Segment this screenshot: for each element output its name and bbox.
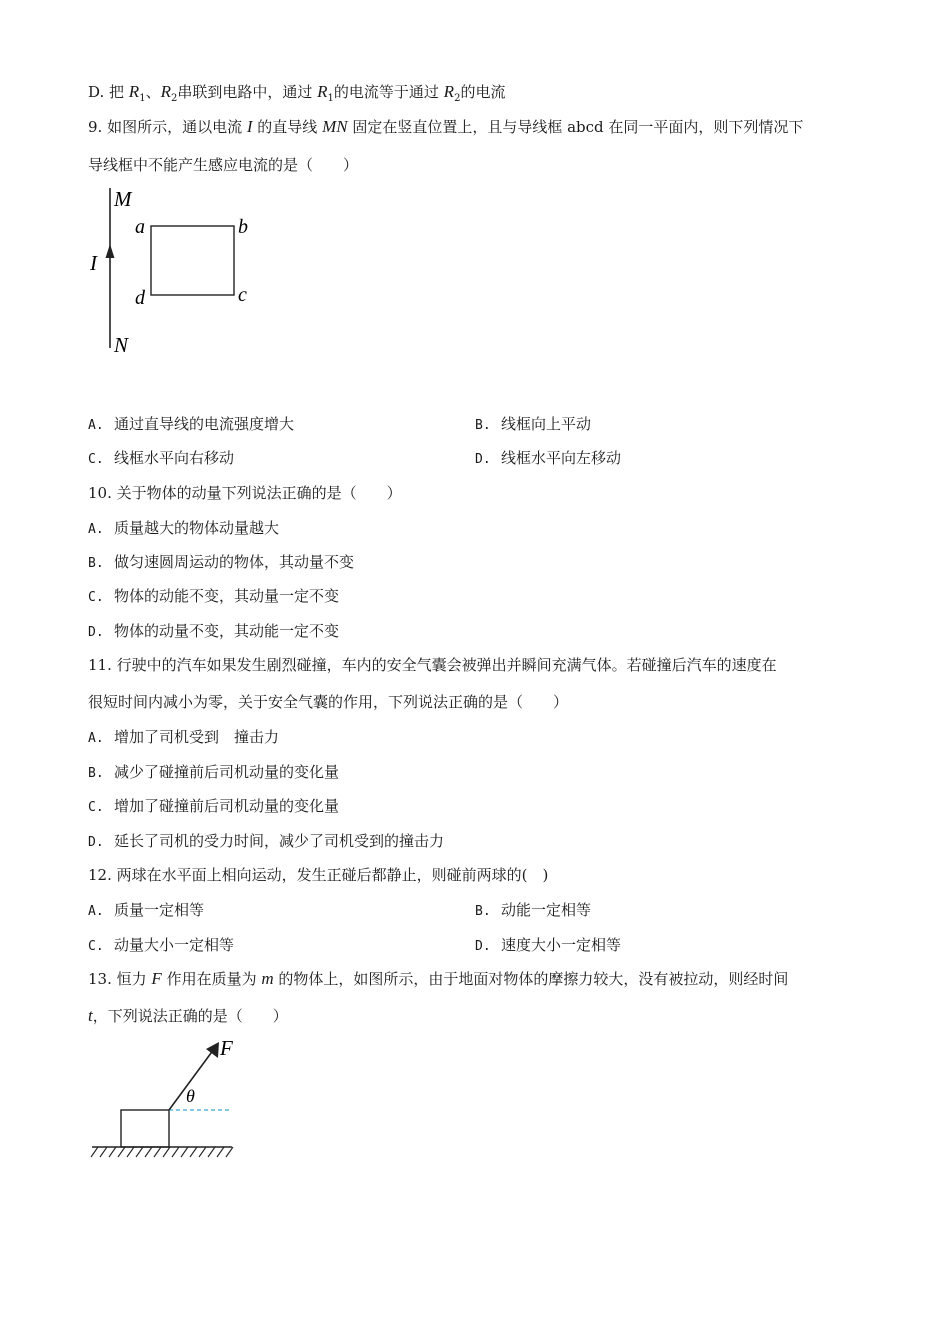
q10-option-c (88, 586, 339, 608)
option-text: 质量一定相等 (114, 901, 205, 919)
q11-stem-line1: 11. 行驶中的汽车如果发生剧烈碰撞，车内的安全气囊会被弹出并瞬间充满气体。若碰撞后汽车的速度在 (88, 656, 777, 674)
q9-option-d (475, 448, 621, 470)
q11-option-c (88, 796, 339, 818)
q9-stem-line2: 导线框中不能产生感应电流的是（ ） (88, 156, 359, 174)
label-f: F (220, 1036, 233, 1060)
q13-stem-line2 (88, 1006, 288, 1026)
option-text: 物体的动能不变，其动量一定不变 (114, 587, 340, 605)
option-text: 动量大小一定相等 (114, 936, 235, 954)
wire-frame-abcd (151, 226, 234, 295)
q8d-text-5: 的电流 (460, 83, 506, 101)
label-c: c (238, 284, 247, 306)
option-text: 质量越大的物体动量越大 (114, 519, 280, 537)
force-symbol: F (151, 969, 162, 988)
option-letter: C. (88, 590, 104, 605)
q11-option-d (88, 831, 444, 853)
r2-symbol: R (443, 82, 455, 101)
option-letter: D. (475, 452, 491, 467)
option-letter: B. (475, 904, 491, 919)
q10-option-d (88, 621, 339, 643)
q8d-text-1: D. 把 (88, 83, 129, 101)
option-text: 通过直导线的电流强度增大 (114, 415, 295, 433)
ground-hatching (91, 1147, 233, 1157)
option-letter: B. (88, 766, 104, 781)
force-arrow-icon (206, 1042, 219, 1058)
option-letter: B. (88, 556, 104, 571)
r2-subscript: 2 (170, 93, 178, 104)
option-text: 线框向上平动 (501, 415, 592, 433)
q11-stem-line2: 很短时间内减小为零，关于安全气囊的作用，下列说法正确的是（ ） (88, 693, 569, 711)
option-text: 速度大小一定相等 (501, 936, 622, 954)
q8d-text-4: 的电流等于通过 (333, 83, 444, 101)
q10-stem: 10. 关于物体的动量下列说法正确的是（ ） (88, 484, 402, 502)
q12-option-a (88, 900, 204, 922)
q8d-text-2: 、 (145, 83, 161, 101)
q13-stem-line1 (88, 969, 788, 989)
option-letter: D. (88, 625, 104, 640)
q9-stem-line1 (88, 117, 803, 137)
option-letter: C. (88, 939, 104, 954)
q13-block-force-figure (88, 1036, 238, 1162)
q9-text-1: 9. 如图所示，通以电流 (88, 118, 247, 136)
option-letter: A. (88, 904, 104, 919)
q9-text-3: 固定在竖直位置上，且与导线框 abcd 在同一平面内，则下列情况下 (347, 118, 804, 136)
option-letter: D. (475, 939, 491, 954)
time-symbol: t (88, 1006, 93, 1025)
option-letter: C. (88, 452, 104, 467)
q12-option-c (88, 935, 234, 957)
q12-stem: 12. 两球在水平面上相向运动，发生正碰后都静止，则碰前两球的( ) (88, 866, 549, 884)
q10-option-b (88, 552, 354, 574)
option-text: 延长了司机的受力时间，减少了司机受到的撞击力 (114, 832, 445, 850)
q12-option-b (475, 900, 591, 922)
q8d-text-3: 串联到电路中，通过 (177, 83, 318, 101)
q9-option-b (475, 414, 591, 436)
r1-symbol: R (128, 82, 140, 101)
label-b: b (238, 216, 248, 238)
q13-text-3: 的物体上，如图所示，由于地面对物体的摩擦力较大，没有被拉动，则经时间 (273, 970, 789, 988)
q13-text-2: 作用在质量为 (161, 970, 262, 988)
option-letter: A. (88, 418, 104, 433)
label-theta: θ (186, 1086, 195, 1106)
option-letter: C. (88, 800, 104, 815)
mass-symbol: m (261, 969, 274, 988)
option-text: 做匀速圆周运动的物体，其动量不变 (114, 553, 355, 571)
r2-subscript: 2 (454, 93, 461, 104)
q8-option-d (88, 82, 505, 109)
q10-option-a (88, 518, 279, 540)
q12-option-d (475, 935, 621, 957)
q9-text-2: 的直导线 (252, 118, 323, 136)
label-n: N (114, 333, 129, 357)
q11-option-a (88, 727, 279, 749)
option-text: 动能一定相等 (501, 901, 592, 919)
r1-subscript: 1 (327, 93, 334, 104)
q13-text-1: 13. 恒力 (88, 970, 152, 988)
option-letter: D. (88, 835, 104, 850)
option-text: 增加了碰撞前后司机动量的变化量 (114, 797, 340, 815)
label-current: I (90, 251, 97, 275)
current-arrow-icon (106, 244, 115, 258)
current-symbol: I (246, 117, 253, 136)
option-text: 线框水平向左移动 (501, 449, 622, 467)
option-text: 物体的动量不变，其动能一定不变 (114, 622, 340, 640)
option-letter: B. (475, 418, 491, 433)
r2-symbol: R (160, 82, 171, 101)
label-d: d (135, 287, 145, 309)
q9-option-a (88, 414, 294, 436)
option-text: 线框水平向右移动 (114, 449, 235, 467)
wire-label: MN (322, 117, 348, 136)
block (121, 1110, 169, 1147)
option-text: 增加了司机受到 撞击力 (114, 728, 280, 746)
option-letter: A. (88, 731, 104, 746)
label-a: a (135, 216, 145, 238)
option-letter: A. (88, 522, 104, 537)
label-m: M (114, 187, 132, 211)
r1-symbol: R (317, 82, 328, 101)
q13-text-4: ，下列说法正确的是（ ） (92, 1007, 288, 1025)
r1-subscript: 1 (139, 93, 146, 104)
option-text: 减少了碰撞前后司机动量的变化量 (114, 763, 340, 781)
q9-wire-frame-figure (85, 186, 265, 358)
q11-option-b (88, 762, 339, 784)
q9-option-c (88, 448, 234, 470)
